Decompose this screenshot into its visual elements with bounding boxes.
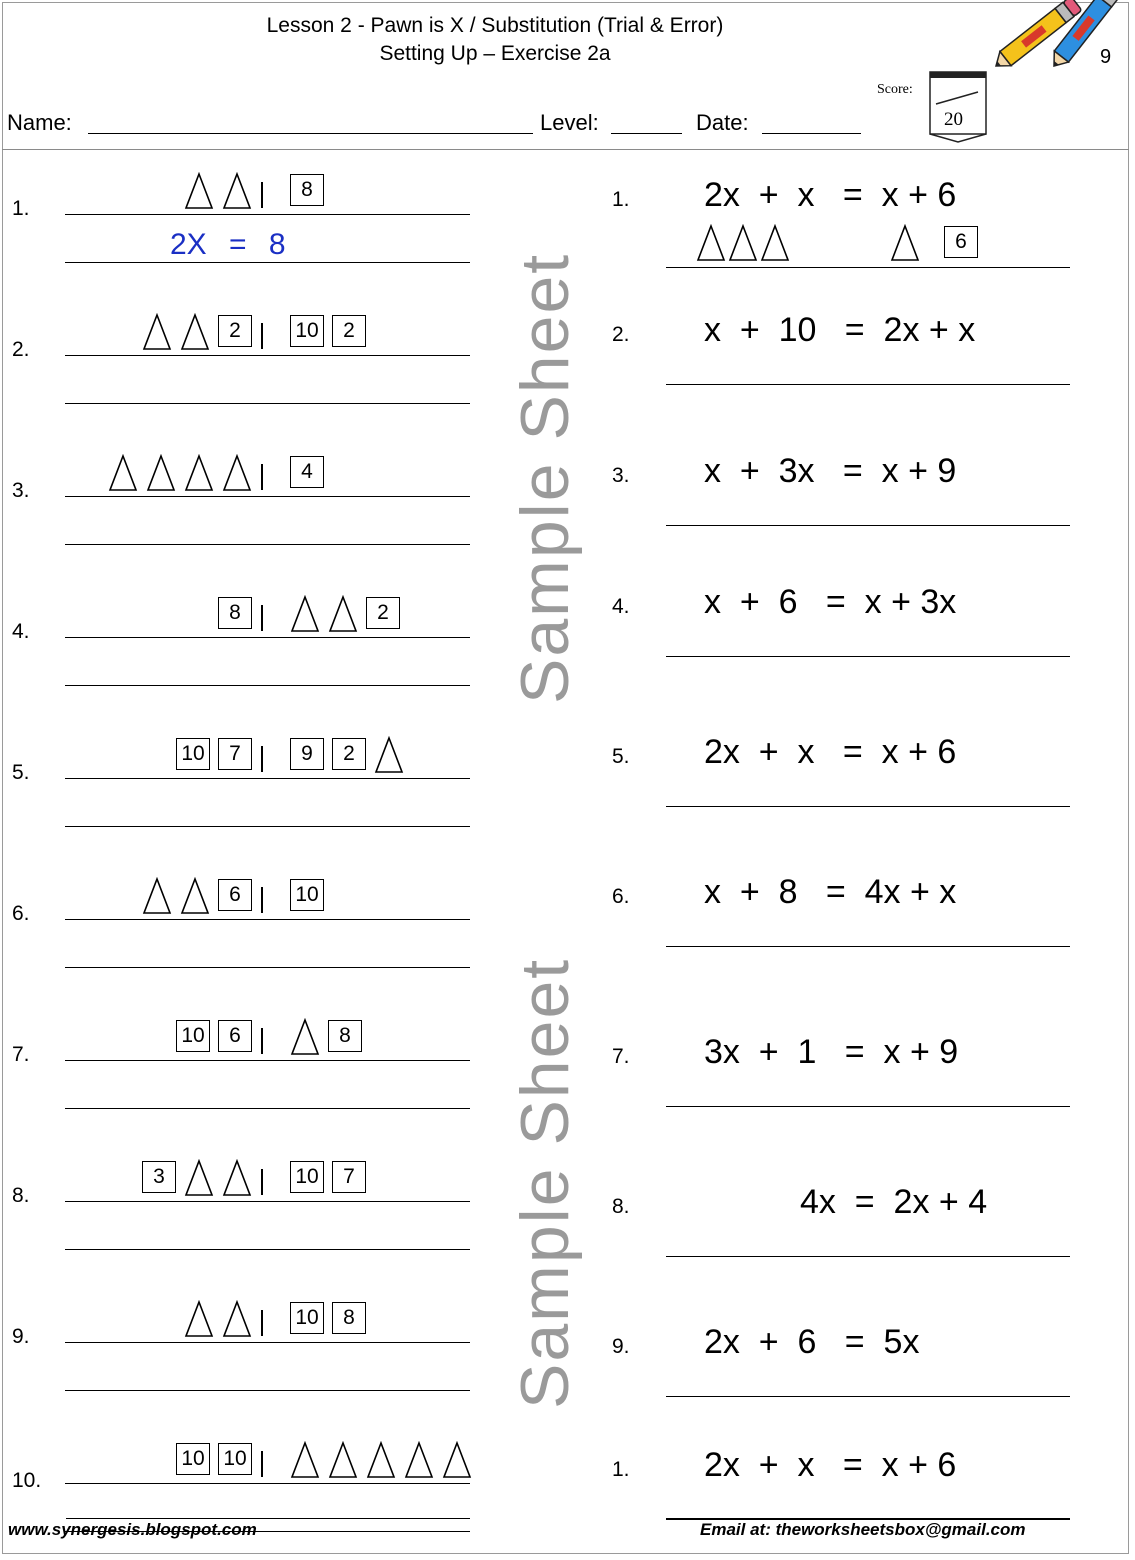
equation-text: 3x + 1 = x + 9 <box>704 1033 959 1071</box>
equation-number: 8. <box>612 1195 630 1218</box>
problem-number: 5. <box>12 761 30 784</box>
equation-number: 2. <box>612 323 630 346</box>
problem-8 <box>0 1147 480 1267</box>
problem-number: 1. <box>12 197 30 220</box>
answer-line[interactable] <box>666 1106 1070 1107</box>
balance-divider <box>261 605 263 631</box>
footer-email: Email at: theworksheetsbox@gmail.com <box>700 1520 1026 1539</box>
triangle-pawn-icon <box>290 1441 320 1479</box>
triangle-pawn-icon <box>146 454 176 492</box>
number-box: 10 <box>290 315 324 347</box>
equation-2 <box>600 305 1080 425</box>
left-side-tokens <box>184 170 252 210</box>
triangle-pawn-icon <box>222 454 252 492</box>
equation-number: 9. <box>612 1335 630 1358</box>
score-label: Score: <box>877 82 913 97</box>
triangle-pawn-icon <box>290 595 320 633</box>
problem-7 <box>0 1006 480 1126</box>
diagram-rule <box>65 1342 470 1343</box>
answer-line[interactable] <box>666 946 1070 947</box>
equation-10 <box>600 1440 1080 1560</box>
equation-1 <box>600 170 1080 290</box>
number-box: 10 <box>290 1302 324 1334</box>
right-side-tokens <box>290 1157 366 1197</box>
answer-line[interactable] <box>666 1396 1070 1397</box>
triangle-pawn-icon <box>328 1441 358 1479</box>
triangle-pawn-icon <box>366 1441 396 1479</box>
triangle-pawn-icon <box>142 313 172 351</box>
right-side-tokens <box>290 1439 472 1479</box>
number-box: 10 <box>290 1161 324 1193</box>
equation-number: 4. <box>612 595 630 618</box>
left-side-tokens <box>176 734 252 774</box>
equation-text: 2x + x = x + 6 <box>704 176 957 214</box>
number-box: 8 <box>290 174 324 206</box>
equation-8 <box>600 1177 1080 1297</box>
equation-9 <box>600 1317 1080 1437</box>
equation-3 <box>600 446 1080 566</box>
triangle-pawn-icon <box>222 1159 252 1197</box>
equation-4 <box>600 577 1080 697</box>
footer-website: www.synergesis.blogspot.com <box>8 1520 257 1539</box>
answer-line[interactable] <box>65 544 470 545</box>
balance-divider <box>261 1451 263 1477</box>
problem-number: 2. <box>12 338 30 361</box>
triangle-pawn-icon <box>184 1300 214 1338</box>
problem-number: 4. <box>12 620 30 643</box>
problem-number: 8. <box>12 1184 30 1207</box>
triangle-pawn-icon <box>290 1018 320 1056</box>
equation-number: 3. <box>612 464 630 487</box>
right-side-tokens <box>290 875 324 915</box>
equation-text: x + 10 = 2x + x <box>704 311 976 349</box>
problem-number: 9. <box>12 1325 30 1348</box>
diagram-rule <box>65 1060 470 1061</box>
example-right-tokens <box>890 222 978 262</box>
balance-divider <box>261 1028 263 1054</box>
left-side-tokens <box>142 1157 252 1197</box>
triangle-pawn-icon <box>328 595 358 633</box>
left-side-tokens <box>184 1298 252 1338</box>
answer-line[interactable] <box>666 267 1070 268</box>
triangle-pawn-icon <box>180 313 210 351</box>
triangle-pawn-icon <box>108 454 138 492</box>
worksheet-title: Lesson 2 - Pawn is X / Substitution (Trial & Error) <box>266 14 724 37</box>
equation-text: x + 3x = x + 9 <box>704 452 957 490</box>
number-box: 10 <box>176 1020 210 1052</box>
answer-line[interactable] <box>65 967 470 968</box>
problem-3 <box>0 442 480 562</box>
name-field[interactable] <box>88 133 533 134</box>
right-side-tokens <box>290 593 400 633</box>
level-field[interactable] <box>611 133 682 134</box>
triangle-pawn-icon <box>760 224 790 262</box>
answer-line[interactable] <box>65 403 470 404</box>
right-side-tokens <box>290 734 404 774</box>
equation-number: 1. <box>612 1458 630 1481</box>
answer-line[interactable] <box>65 262 470 263</box>
problem-number: 3. <box>12 479 30 502</box>
answer-line[interactable] <box>65 1108 470 1109</box>
right-side-tokens <box>290 1016 362 1056</box>
number-box: 8 <box>332 1302 366 1334</box>
date-field[interactable] <box>762 133 861 134</box>
number-box: 2 <box>332 738 366 770</box>
diagram-rule <box>65 214 470 215</box>
triangle-pawn-icon <box>728 224 758 262</box>
diagram-rule <box>65 1483 470 1484</box>
equation-number: 6. <box>612 885 630 908</box>
pencils-icon <box>988 0 1118 72</box>
triangle-pawn-icon <box>180 877 210 915</box>
triangle-pawn-icon <box>184 454 214 492</box>
number-box: 10 <box>176 738 210 770</box>
triangle-pawn-icon <box>222 1300 252 1338</box>
answer-line[interactable] <box>666 1256 1070 1257</box>
left-side-tokens <box>176 1016 252 1056</box>
problem-4 <box>0 583 480 703</box>
triangle-pawn-icon <box>184 1159 214 1197</box>
equation-text: 4x = 2x + 4 <box>800 1183 988 1221</box>
equation-5 <box>600 727 1080 847</box>
number-box: 8 <box>328 1020 362 1052</box>
balance-divider <box>261 182 263 208</box>
equation-number: 7. <box>612 1045 630 1068</box>
problem-1 <box>0 160 480 280</box>
score-pad-icon <box>926 66 990 146</box>
watermark-top: Sample Sheet <box>507 252 583 704</box>
problem-number: 10. <box>12 1469 42 1492</box>
worksheet-subtitle: Setting Up – Exercise 2a <box>379 42 611 65</box>
number-box: 4 <box>290 456 324 488</box>
balance-divider <box>261 887 263 913</box>
footer-rule-right <box>666 1518 1070 1519</box>
problem-number: 7. <box>12 1043 30 1066</box>
right-side-tokens <box>290 1298 366 1338</box>
triangle-pawn-icon <box>222 172 252 210</box>
triangle-pawn-icon <box>442 1441 472 1479</box>
diagram-rule <box>65 778 470 779</box>
sample-answer: 2X = 8 <box>170 228 286 261</box>
number-box: 2 <box>366 597 400 629</box>
left-side-tokens <box>108 452 252 492</box>
answer-line[interactable] <box>666 525 1070 526</box>
date-label: Date: <box>696 110 749 135</box>
triangle-pawn-icon <box>696 224 726 262</box>
diagram-rule <box>65 355 470 356</box>
number-box: 10 <box>176 1443 210 1475</box>
left-side-tokens <box>176 1439 252 1479</box>
watermark-bottom: Sample Sheet <box>507 957 583 1409</box>
problem-5 <box>0 724 480 844</box>
balance-divider <box>261 1169 263 1195</box>
level-label: Level: <box>540 110 599 135</box>
diagram-rule <box>65 919 470 920</box>
triangle-pawn-icon <box>142 877 172 915</box>
number-box: 7 <box>332 1161 366 1193</box>
answer-line[interactable] <box>65 1249 470 1250</box>
balance-divider <box>261 464 263 490</box>
equation-6 <box>600 867 1080 987</box>
balance-divider <box>261 323 263 349</box>
example-left-tokens <box>696 222 790 262</box>
problem-number: 6. <box>12 902 30 925</box>
answer-line[interactable] <box>666 656 1070 657</box>
problem-6 <box>0 865 480 985</box>
header-separator <box>2 149 1129 150</box>
right-side-tokens <box>290 452 324 492</box>
triangle-pawn-icon <box>890 224 920 262</box>
footer-rule-left <box>66 1518 470 1519</box>
balance-divider <box>261 1310 263 1336</box>
answer-line[interactable] <box>65 826 470 827</box>
diagram-rule <box>65 1201 470 1202</box>
left-side-tokens <box>218 593 252 633</box>
number-box: 2 <box>332 315 366 347</box>
triangle-pawn-icon <box>374 736 404 774</box>
answer-line[interactable] <box>65 1390 470 1391</box>
right-side-tokens <box>290 170 324 210</box>
answer-line[interactable] <box>666 806 1070 807</box>
diagram-rule <box>65 637 470 638</box>
number-box: 9 <box>290 738 324 770</box>
balance-divider <box>261 746 263 772</box>
equation-text: x + 8 = 4x + x <box>704 873 957 911</box>
score-total: 20 <box>944 109 963 130</box>
number-box: 10 <box>290 879 324 911</box>
problem-2 <box>0 301 480 421</box>
equation-text: 2x + x = x + 6 <box>704 1446 957 1484</box>
problem-9 <box>0 1288 480 1408</box>
number-box: 8 <box>218 597 252 629</box>
number-box: 6 <box>218 1020 252 1052</box>
number-box: 2 <box>218 315 252 347</box>
equation-text: 2x + 6 = 5x <box>704 1323 920 1361</box>
number-box: 6 <box>944 226 978 258</box>
equation-7 <box>600 1027 1080 1147</box>
left-side-tokens <box>142 311 252 351</box>
sheet-number: 9 <box>1100 46 1112 68</box>
equation-number: 5. <box>612 745 630 768</box>
number-box: 3 <box>142 1161 176 1193</box>
answer-line[interactable] <box>666 384 1070 385</box>
number-box: 10 <box>218 1443 252 1475</box>
equation-number: 1. <box>612 188 630 211</box>
diagram-rule <box>65 496 470 497</box>
number-box: 7 <box>218 738 252 770</box>
answer-line[interactable] <box>65 685 470 686</box>
equation-text: 2x + x = x + 6 <box>704 733 957 771</box>
equation-text: x + 6 = x + 3x <box>704 583 957 621</box>
triangle-pawn-icon <box>184 172 214 210</box>
number-box: 6 <box>218 879 252 911</box>
triangle-pawn-icon <box>404 1441 434 1479</box>
left-side-tokens <box>142 875 252 915</box>
name-label: Name: <box>7 110 72 135</box>
right-side-tokens <box>290 311 366 351</box>
